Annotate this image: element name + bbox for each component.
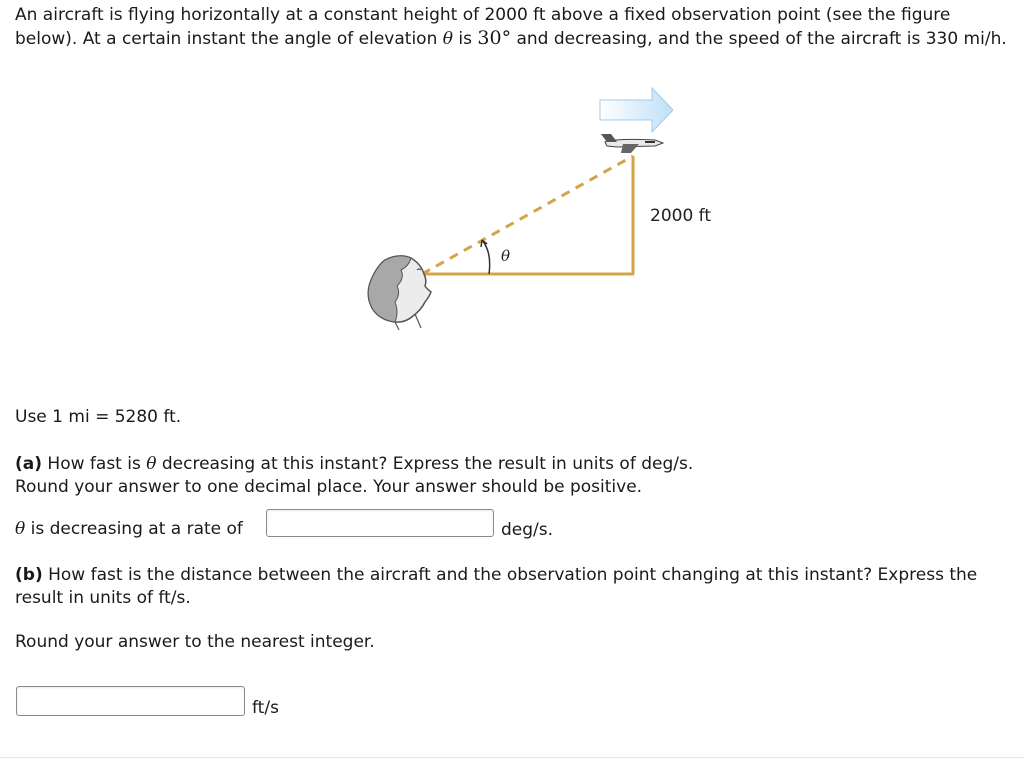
airplane-icon: [601, 134, 663, 153]
conversion-note: Use 1 mi = 5280 ft.: [15, 407, 182, 427]
intro-text: An aircraft is flying horizontally at a constant height of 2000 ft above a fixed observation point (see the figure below). At a certain instant the angle of elevation: [15, 5, 951, 49]
angle-arc: [482, 240, 490, 274]
direction-arrow-icon: [600, 88, 673, 132]
part-a-text: How fast is: [42, 454, 147, 474]
theta-symbol: θ: [146, 454, 157, 474]
part-b-instruction: Round your answer to the nearest integer.: [15, 632, 375, 652]
part-a-instruction: Round your answer to one decimal place. Your answer should be positive.: [15, 477, 643, 497]
theta-label: θ: [501, 247, 511, 265]
angle-value: 30°: [477, 27, 512, 49]
problem-statement: [15, 4, 1015, 51]
part-a-question: [15, 453, 693, 476]
part-a-prompt: [15, 518, 243, 541]
part-a-text: decreasing at this instant? Express the result in units of deg/s.: [156, 454, 694, 474]
height-label: 2000 ft: [650, 206, 712, 226]
part-a-label: (a): [15, 454, 43, 474]
part-a-prompt-text: is decreasing at a rate of: [25, 519, 243, 539]
theta-symbol: θ: [15, 519, 26, 539]
intro-text: is: [453, 29, 478, 49]
part-b-answer-field[interactable]: [16, 686, 245, 716]
part-a-answer-field[interactable]: [266, 509, 494, 537]
observer-head-icon: [368, 256, 431, 330]
part-b-question: [15, 564, 1015, 610]
intro-text: and decreasing, and the speed of the aircraft is 330 mi/h.: [511, 29, 1007, 49]
part-b-answer-input[interactable]: [17, 687, 244, 715]
aircraft-diagram: [355, 80, 712, 330]
line-of-sight: [422, 156, 633, 274]
part-b-unit: ft/s: [252, 698, 279, 718]
bottom-divider: [0, 757, 1024, 758]
part-a-unit: deg/s.: [501, 520, 554, 540]
theta-symbol: θ: [442, 29, 453, 49]
part-b-label: (b): [15, 565, 43, 585]
part-b-text: How fast is the distance between the aircraft and the observation point changing at this instant? Express the result in units of ft/s.: [15, 565, 978, 608]
part-a-answer-input[interactable]: [267, 510, 493, 536]
